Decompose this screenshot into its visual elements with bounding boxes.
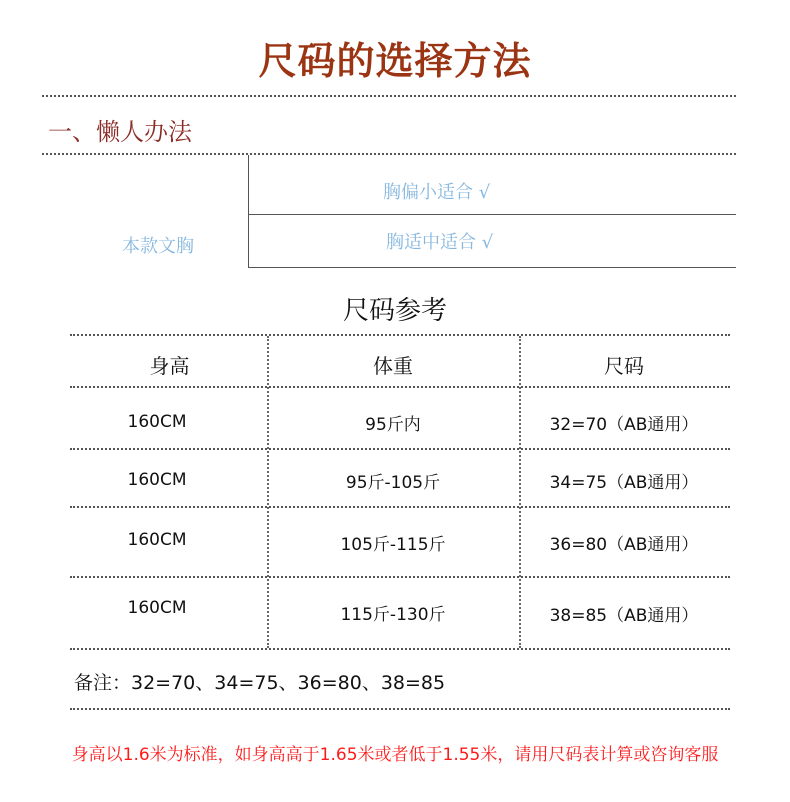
cell-height: 160CM bbox=[127, 530, 187, 550]
standard-height-notice: 身高以1.6米为标准，如身高高于1.65米或者低于1.55米，请用尺码表计算或咨询客服 bbox=[71, 745, 719, 765]
header-height: 身高 bbox=[149, 354, 190, 378]
cell-height: 160CM bbox=[127, 412, 187, 432]
cell-size: 36=80（AB通用） bbox=[549, 535, 699, 555]
divider bbox=[70, 708, 730, 710]
cell-weight: 105斤-115斤 bbox=[340, 535, 446, 555]
cell-size: 34=75（AB通用） bbox=[549, 473, 699, 493]
table-col-divider bbox=[519, 336, 521, 648]
cell-size: 32=70（AB通用） bbox=[549, 415, 699, 435]
fit-option-small: 胸偏小适合 √ bbox=[383, 182, 491, 203]
size-reference-title: 尺码参考 bbox=[342, 296, 447, 326]
table-row-border bbox=[70, 448, 730, 450]
table-row-border bbox=[70, 506, 730, 508]
cell-height: 160CM bbox=[127, 470, 187, 490]
divider bbox=[42, 95, 736, 97]
size-note: 备注：32=70、34=75、36=80、38=85 bbox=[74, 672, 446, 694]
header-size: 尺码 bbox=[604, 354, 644, 378]
divider bbox=[249, 267, 736, 268]
cell-weight: 115斤-130斤 bbox=[340, 605, 446, 625]
lazy-vertical-line bbox=[248, 155, 249, 268]
product-label: 本款文胸 bbox=[122, 236, 194, 257]
cell-weight: 95斤内 bbox=[365, 415, 421, 435]
page-title: 尺码的选择方法 bbox=[258, 39, 532, 83]
cell-weight: 95斤-105斤 bbox=[345, 473, 441, 493]
divider bbox=[249, 214, 736, 215]
table-bottom-border bbox=[70, 648, 730, 650]
divider bbox=[42, 153, 736, 155]
cell-size: 38=85（AB通用） bbox=[549, 606, 699, 626]
header-weight: 体重 bbox=[373, 354, 413, 378]
table-top-border bbox=[70, 334, 730, 336]
table-row-border bbox=[70, 386, 730, 388]
section-title: 一、懒人办法 bbox=[48, 118, 192, 146]
table-row-border bbox=[70, 576, 730, 578]
fit-option-medium: 胸适中适合 √ bbox=[386, 232, 494, 253]
cell-height: 160CM bbox=[127, 598, 187, 618]
